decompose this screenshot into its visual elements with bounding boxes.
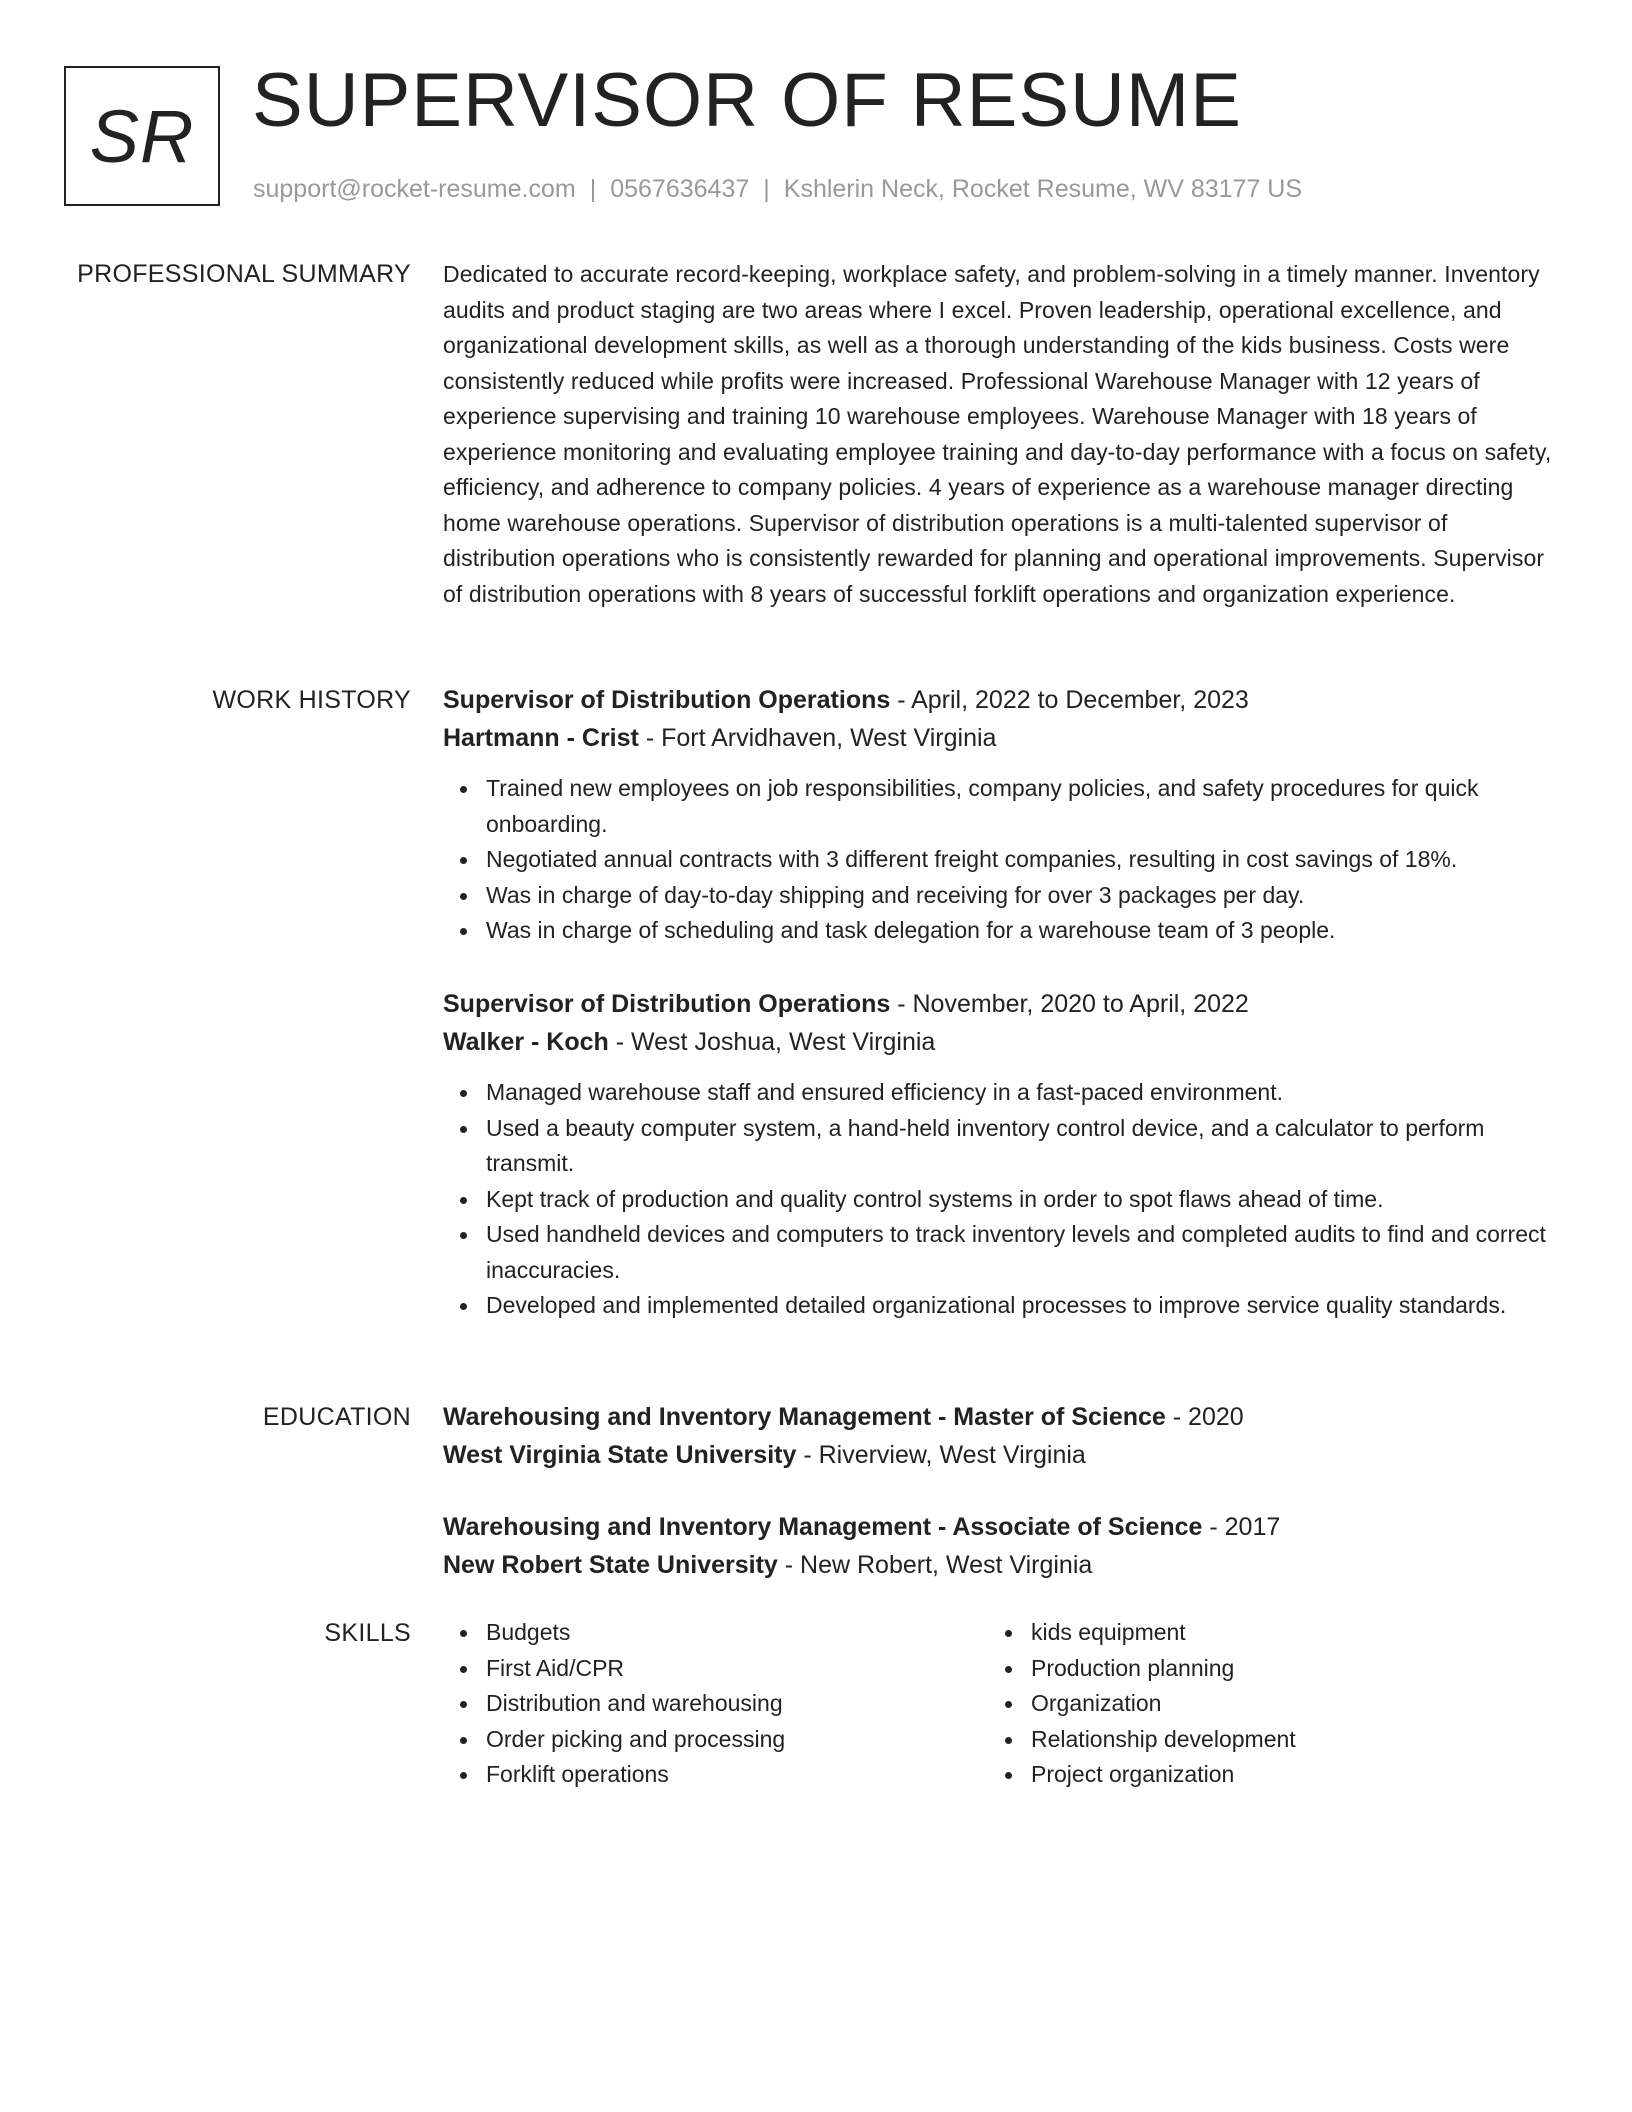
education-entry xyxy=(443,1508,1555,1584)
job-company: Hartmann - Crist xyxy=(443,724,639,752)
contact-line xyxy=(253,172,1302,206)
education-school-line xyxy=(443,1436,1555,1474)
skills-column-right xyxy=(988,1615,1528,1793)
education-degree-line xyxy=(443,1398,1555,1436)
list-item: Project organization xyxy=(1031,1757,1528,1793)
contact-separator: | xyxy=(763,175,770,203)
job-employer xyxy=(443,719,1555,757)
contact-email: support@rocket-resume.com xyxy=(253,175,576,203)
job-location: - Fort Arvidhaven, West Virginia xyxy=(638,724,997,752)
list-item: Forklift operations xyxy=(486,1757,983,1793)
education-school: New Robert State University xyxy=(443,1551,778,1579)
list-item: Organization xyxy=(1031,1686,1528,1722)
list-item: Relationship development xyxy=(1031,1722,1528,1758)
contact-address: Kshlerin Neck, Rocket Resume, WV 83177 US xyxy=(783,175,1303,203)
education-entry xyxy=(443,1398,1555,1474)
list-item: Negotiated annual contracts with 3 different freight companies, resulting in cost savings of 18%. xyxy=(486,842,1555,878)
job-title: Supervisor of Distribution Operations xyxy=(443,990,891,1018)
list-item: Used a beauty computer system, a hand-held inventory control device, and a calculator to perform transmit. xyxy=(486,1111,1555,1182)
list-item: Used handheld devices and computers to track inventory levels and completed audits to find and correct inaccuracies. xyxy=(486,1217,1555,1288)
skills-bullets xyxy=(988,1615,1528,1793)
list-item: First Aid/CPR xyxy=(486,1651,983,1687)
list-item: Developed and implemented detailed organizational processes to improve service quality standards. xyxy=(486,1288,1555,1324)
education-degree: Warehousing and Inventory Management - Master of Science xyxy=(443,1403,1166,1431)
job-company: Walker - Koch xyxy=(443,1028,609,1056)
list-item: Managed warehouse staff and ensured efficiency in a fast-paced environment. xyxy=(486,1075,1555,1111)
list-item: Budgets xyxy=(486,1615,983,1651)
summary-text: Dedicated to accurate record-keeping, workplace safety, and problem-solving in a timely manner. Inventory audits and product staging are two areas where I excel. Proven leadership, operational excellence, and organizational development skills, as well as a thorough understanding of the kids business. Costs were consistently reduced while profits were increased. Professional Warehouse Manager with 12 years of experience supervising and training 10 warehouse employees. Warehouse Manager with 18 years of experience monitoring and evaluating employee training and day-to-day performance with a focus on safety, efficiency, and adherence to company policies. 4 years of experience as a warehouse manager directing home warehouse operations. Supervisor of distribution operations is a multi-talented supervisor of distribution operations who is consistently rewarded for planning and operational improvements. Supervisor of distribution operations with 8 years of successful forklift operations and organization experience. xyxy=(443,261,1552,607)
education-year: - 2017 xyxy=(1202,1513,1281,1541)
section-label-education: EDUCATION xyxy=(262,1403,411,1431)
job-bullets xyxy=(443,771,1555,949)
list-item: Distribution and warehousing xyxy=(486,1686,983,1722)
skills-list xyxy=(443,1615,1555,1815)
section-label-skills: SKILLS xyxy=(324,1619,411,1647)
job-employer xyxy=(443,1023,1555,1061)
education-location: - New Robert, West Virginia xyxy=(777,1551,1093,1579)
education-year: - 2020 xyxy=(1165,1403,1244,1431)
job-title: Supervisor of Distribution Operations xyxy=(443,686,891,714)
job-dates: - April, 2022 to December, 2023 xyxy=(890,686,1249,714)
section-label-summary: PROFESSIONAL SUMMARY xyxy=(77,260,411,288)
job-heading xyxy=(443,985,1555,1023)
job-entry xyxy=(443,681,1555,949)
education-degree: Warehousing and Inventory Management - Associate of Science xyxy=(443,1513,1203,1541)
list-item: Trained new employees on job responsibilities, company policies, and safety procedures for quick onboarding. xyxy=(486,771,1555,842)
education-location: - Riverview, West Virginia xyxy=(796,1441,1086,1469)
job-bullets xyxy=(443,1075,1555,1324)
education-degree-line xyxy=(443,1508,1555,1546)
monogram-logo: SR xyxy=(64,66,220,206)
contact-separator: | xyxy=(589,175,597,203)
list-item: Was in charge of day-to-day shipping and receiving for over 3 packages per day. xyxy=(486,878,1555,914)
job-location: - West Joshua, West Virginia xyxy=(608,1028,936,1056)
job-dates: - November, 2020 to April, 2022 xyxy=(890,990,1249,1018)
skills-column-left xyxy=(443,1615,983,1793)
list-item: kids equipment xyxy=(1031,1615,1528,1651)
job-entry xyxy=(443,985,1555,1324)
list-item: Production planning xyxy=(1031,1651,1528,1687)
education-school-line xyxy=(443,1546,1555,1584)
skills-bullets xyxy=(443,1615,983,1793)
list-item: Order picking and processing xyxy=(486,1722,983,1758)
list-item: Was in charge of scheduling and task delegation for a warehouse team of 3 people. xyxy=(486,913,1555,949)
section-label-work: WORK HISTORY xyxy=(212,686,411,714)
resume-name: SUPERVISOR OF RESUME xyxy=(252,58,1242,143)
list-item: Kept track of production and quality control systems in order to spot flaws ahead of time. xyxy=(486,1182,1555,1218)
education-school: West Virginia State University xyxy=(443,1441,797,1469)
job-heading xyxy=(443,681,1555,719)
contact-phone: 0567636437 xyxy=(610,175,750,203)
